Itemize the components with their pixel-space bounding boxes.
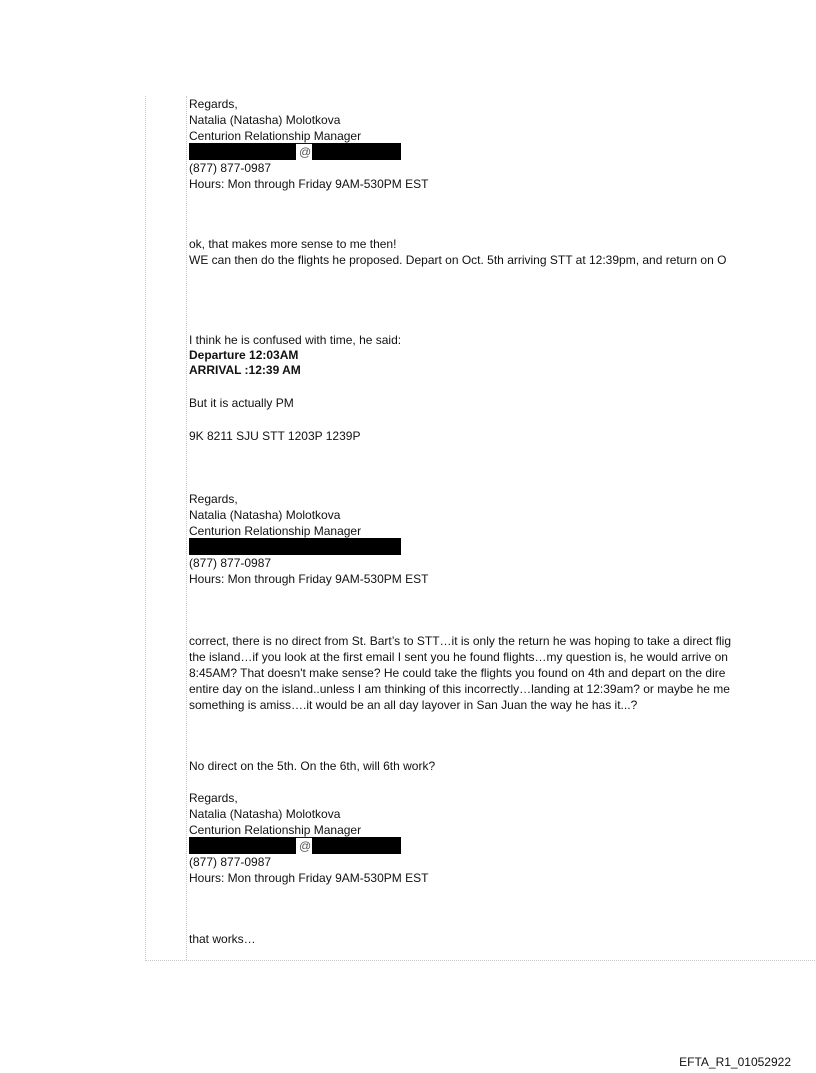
redaction-bar [312,143,401,160]
sig3-email-at: @ [299,839,312,853]
sig1-regards: Regards, [189,97,238,111]
msg2-arrival: ARRIVAL :12:39 AM [189,363,301,377]
sig2-name: Natalia (Natasha) Molotkova [189,508,341,522]
document-id-footer: EFTA_R1_01052922 [679,1055,791,1069]
redaction-bar [189,143,296,160]
msg3-line: something is amiss….it would be an all day layover in San Juan the way he has it...? [189,698,638,712]
msg2-flight: 9K 8211 SJU STT 1203P 1239P [189,429,361,443]
msg3-line: entire day on the island..unless I am thinking of this incorrectly…landing at 12:39am? or maybe he me [189,682,730,696]
sig1-hours: Hours: Mon through Friday 9AM-530PM EST [189,177,429,191]
sig2-phone: (877) 877-0987 [189,556,272,570]
msg3-line: correct, there is no direct from St. Bart’s to STT…it is only the return he was hoping to take a direct flig [189,634,732,648]
email-thread-content [189,0,816,1073]
sig3-name: Natalia (Natasha) Molotkova [189,807,341,821]
redaction-bar [189,538,401,555]
msg4-line: No direct on the 5th. On the 6th, will 6th work? [189,759,436,773]
redaction-bar [189,837,296,854]
sig3-phone: (877) 877-0987 [189,855,272,869]
msg2-departure: Departure 12:03AM [189,348,299,362]
msg5-line: that works… [189,932,256,946]
msg2-actually: But it is actually PM [189,396,294,410]
msg3-line: 8:45AM? That doesn't make sense? He could take the flights you found on 4th and depart on the dire [189,666,726,680]
msg1-line: WE can then do the flights he proposed. Depart on Oct. 5th arriving STT at 12:39pm, and return on O [189,253,727,267]
sig1-email-at: @ [299,145,312,159]
quote-divider [186,96,187,960]
msg1-line: ok, that makes more sense to me then! [189,237,397,251]
sig1-name: Natalia (Natasha) Molotkova [189,113,341,127]
sig1-title: Centurion Relationship Manager [189,129,362,143]
sig2-regards: Regards, [189,492,238,506]
sig2-hours: Hours: Mon through Friday 9AM-530PM EST [189,572,429,586]
msg2-intro: I think he is confused with time, he said: [189,333,402,347]
redaction-bar [312,837,401,854]
sig1-phone: (877) 877-0987 [189,161,272,175]
sig3-title: Centurion Relationship Manager [189,823,362,837]
sig2-title: Centurion Relationship Manager [189,524,362,538]
msg3-line: the island…if you look at the first email I sent you he found flights…my question is, he would arrive on [189,650,728,664]
sig3-regards: Regards, [189,791,238,805]
sig3-hours: Hours: Mon through Friday 9AM-530PM EST [189,871,429,885]
